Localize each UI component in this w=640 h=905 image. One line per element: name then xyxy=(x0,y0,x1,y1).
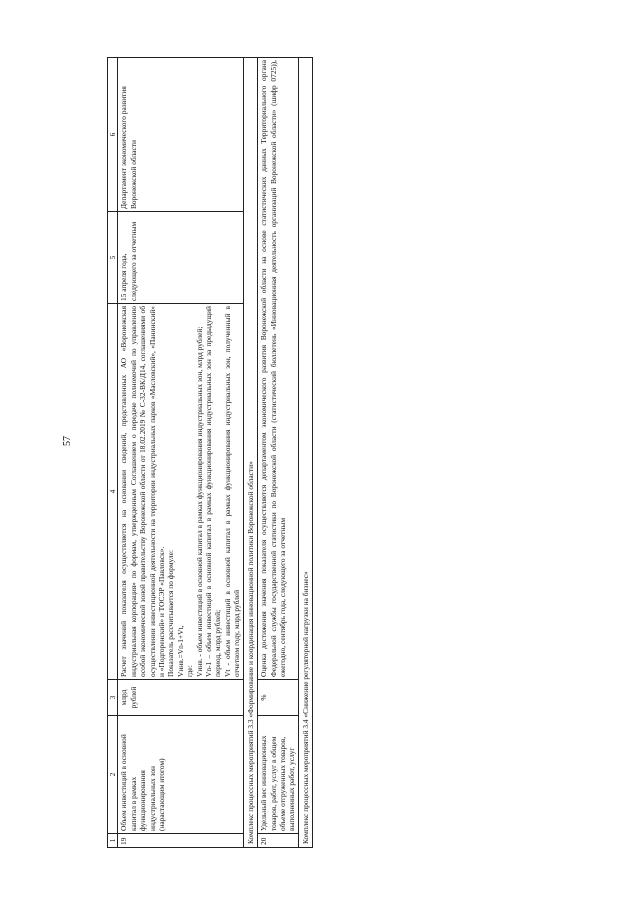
page-number: 57 xyxy=(62,436,73,446)
calculation-method xyxy=(118,304,243,680)
method-intro: Расчет значений показателя осуществляется на основании сведений, представленных АО «Воронежская индустриальная корпорация» по формам, утвержденным Соглашением о передаче полномочий по управлению особой экономической зоной правительству Воронежской области от 18.02.2019 № С-32-ВК/Д14, соглашениями об осуществлении инвестиционной деятельности на территории индустриальных парков «Масловский», «Панинский» и «Подгоренский» и ТОСЭР «Павловск». xyxy=(119,306,167,677)
column-number: 2 xyxy=(108,716,118,834)
table-row xyxy=(118,58,243,848)
indicators-table xyxy=(107,57,313,848)
formula-definition: Vn-1 – объем инвестиций в основной капитал в рамках функционирования индустриальных зон за предыдущий период, млрд рублей; xyxy=(204,306,223,677)
complex-heading: Комплекс процессных мероприятий 3.3 «Формирование и координация инновационной политики Воронежской области» xyxy=(243,58,257,848)
column-number: 4 xyxy=(108,304,118,680)
row-number: 19 xyxy=(118,834,243,848)
column-number: 5 xyxy=(108,212,118,304)
complex-heading-row xyxy=(243,58,257,848)
column-number: 6 xyxy=(108,58,118,212)
formula-definition: Vинв. - объем инвестиций в основной капитал в рамках функционирования индустриальных зон, млрд рублей; xyxy=(194,326,204,677)
formula-intro: Показатель рассчитывается по формуле: xyxy=(166,550,176,677)
complex-heading-row xyxy=(298,58,312,848)
formula-where: где: xyxy=(185,665,195,677)
column-number-row xyxy=(108,58,118,848)
table-row xyxy=(258,58,299,848)
indicator-name: Объем инвестиций в основной капитал в рамках функционирования индустриальных зон (нарастающим итогом) xyxy=(118,716,243,834)
rotated-table-container xyxy=(107,58,527,848)
complex-heading: Комплекс процессных мероприятий 3.4 «Снижение регуляторной нагрузки на бизнес» xyxy=(298,58,312,848)
deadline-cell: 15 апреля года, следующего за отчетным xyxy=(118,212,243,304)
responsible-cell: Департамент экономического развития Воронежской области xyxy=(118,58,243,212)
unit-cell: млрд рублей xyxy=(118,680,243,716)
row-number: 20 xyxy=(258,834,299,848)
formula: Vинв.=Vn-1+Vt, xyxy=(175,625,185,677)
unit-cell: % xyxy=(258,680,299,716)
formula-definition: Vt - объем инвестиций в основной капитал в рамках функционирования индустриальных зон, полученный в отчетном году, млрд рублей xyxy=(222,306,242,677)
column-number: 3 xyxy=(108,680,118,716)
indicator-name: Удельный вес инновационных товаров, работ, услуг в общем объеме отгруженных товаров, выполненных работ, услуг xyxy=(258,716,299,834)
calculation-method: Оценка достижения значения показателя осуществляется департаментом экономического развития Воронежской области на основе статистических данных Территориального органа Федеральной службы государственной статистики по Воронежской области (статистический бюллетень «Инновационная деятельность организаций Воронежской области» (шифр 0725)), ежегодно, сентябрь года, следующего за отчетным xyxy=(258,58,299,680)
column-number: 1 xyxy=(108,834,118,848)
